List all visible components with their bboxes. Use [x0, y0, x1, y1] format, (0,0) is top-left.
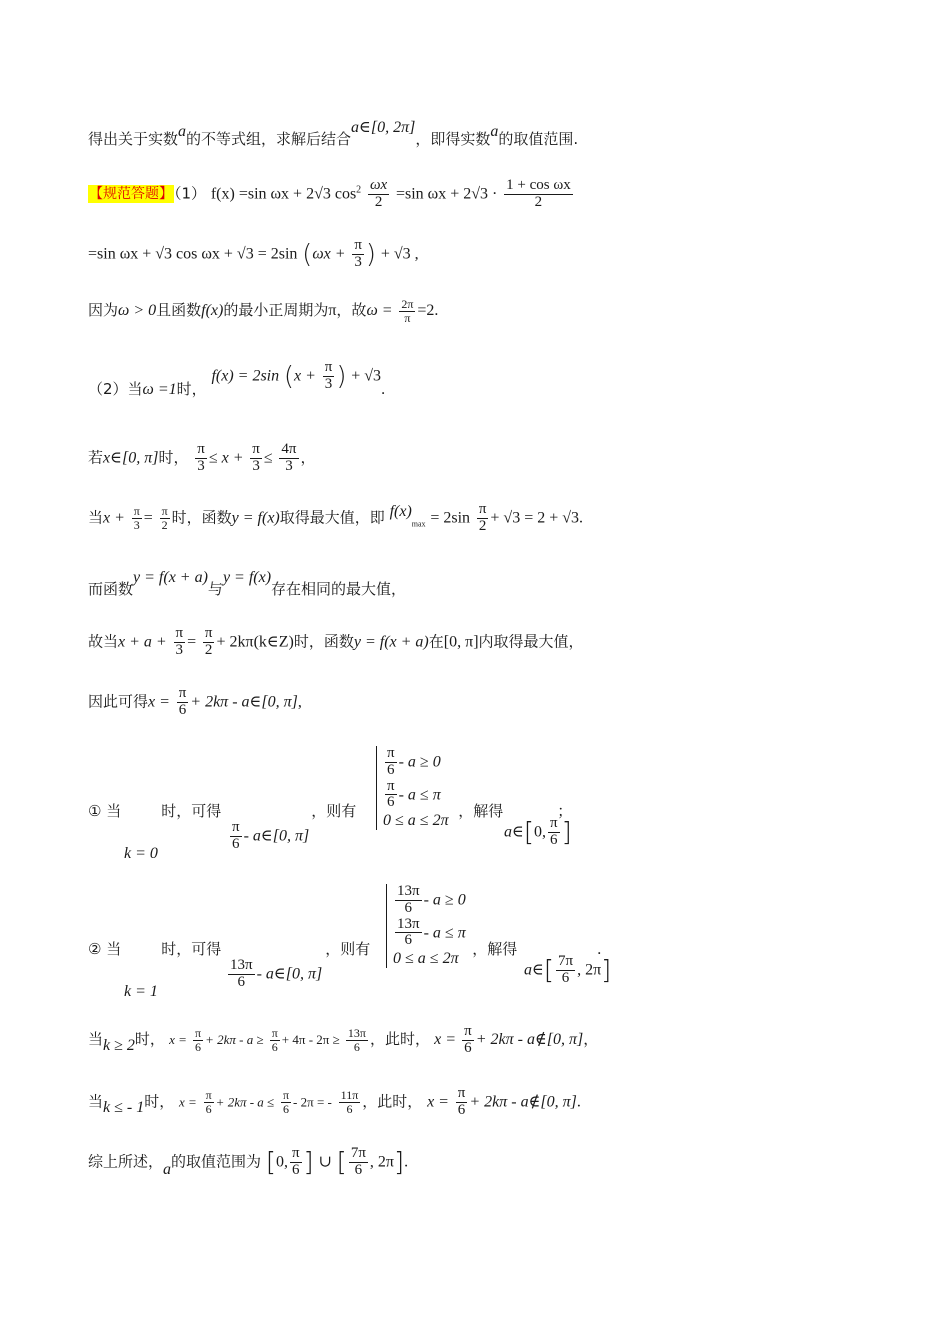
text: 因此可得	[88, 692, 149, 711]
math: 0 ≤ a ≤ 2π	[393, 950, 459, 967]
fraction: $\frac{\text{1 + cos ωx}}{2}$	[506, 177, 571, 210]
math: =	[143, 509, 153, 527]
math: + 2kπ(k∈Z)	[216, 633, 294, 651]
fraction: $\frac{\pi}{3}$	[197, 441, 205, 474]
text: 当	[88, 1092, 104, 1111]
math: ω > 0	[118, 302, 157, 320]
math: π	[328, 302, 337, 320]
fraction: $\frac{\pi}{3}$	[175, 625, 184, 658]
text: ，故	[336, 301, 367, 320]
math-condition: a∈[0, 2π]	[351, 119, 416, 136]
math: - a∈[0, π]	[256, 965, 323, 983]
text: 存在相同的最大值，	[271, 580, 407, 598]
case1-k	[124, 844, 158, 863]
answer-tag: 【规范答题】	[89, 186, 173, 203]
case2-expr	[226, 958, 322, 991]
math: x =	[148, 693, 170, 711]
math: - 2π = -	[293, 1094, 332, 1110]
fraction: $\frac{\pi}{6}$	[178, 685, 187, 718]
exponent: 2	[356, 184, 362, 196]
math: + 2kπ - a∉[0, π]	[469, 1093, 577, 1111]
text-line-14: 综上所述，a的取值范围为 [0, $\frac{\pi}{6}$ ] ∪ [ $\frac{7\pi}{6}$ , 2π].	[88, 1145, 409, 1179]
text: ② 当	[88, 940, 122, 958]
text: 时，可得	[161, 802, 222, 820]
part2-line: （2）当ω =1时， f(x) = 2sin (x + $\frac{\pi}{3}$ ) + √3.	[88, 359, 386, 399]
text: ，则有	[325, 940, 371, 958]
math: , 2π	[577, 961, 602, 979]
var-a: a	[178, 123, 187, 140]
text: 时，	[176, 380, 207, 399]
text: ,	[297, 693, 302, 711]
math-eq: + √3 ,	[380, 245, 419, 263]
math-line-2: =sin ωx + √3 cos ωx + √3 = 2sin (ωx + $\frac{\pi}{3}$ ) + √3 ,	[88, 237, 419, 270]
fraction: $\frac{\pi}{2}$	[161, 504, 168, 532]
math: - a ≤ π	[398, 785, 441, 803]
math: k = 0	[124, 845, 158, 862]
text: 因为	[88, 301, 119, 320]
math: a∈	[504, 823, 524, 841]
text: ，解得	[472, 940, 518, 958]
text: 时，	[144, 1092, 175, 1111]
text-line-6	[88, 502, 583, 535]
text: ，解得	[458, 802, 504, 820]
text: 的最小正周期为	[223, 301, 329, 320]
math: x + a +	[118, 633, 167, 651]
math: x =	[179, 1094, 197, 1110]
math: [0, π]	[443, 633, 479, 651]
text: .	[381, 381, 386, 399]
math: y = f(x)	[231, 509, 280, 527]
math-eq: =sin ωx + 2√3 ·	[395, 185, 498, 203]
subscript-max: max	[411, 519, 426, 529]
text: 取得最大值，即	[279, 508, 385, 527]
text: 且函数	[156, 301, 202, 320]
case1-line	[88, 800, 572, 821]
part1-line	[88, 178, 575, 211]
text: 得出关于实数	[88, 130, 179, 148]
text-line-3	[88, 298, 438, 324]
math: k ≤ - 1	[103, 1099, 145, 1117]
math: =2.	[417, 302, 439, 320]
math-eq: f(x) =sin ωx + 2√3 cos	[210, 185, 357, 203]
math: - a ≥ 0	[398, 753, 441, 771]
text: 的不等式组，求解后结合	[186, 130, 352, 148]
text: ，则有	[311, 802, 357, 820]
math: y = f(x)	[222, 569, 272, 586]
math: - a ≤ π	[423, 923, 466, 941]
text-line-5	[88, 442, 316, 475]
math: + √3 = 2 + √3	[490, 509, 580, 527]
math: = 2sin	[430, 509, 471, 527]
text: 的取值范围为	[171, 1152, 262, 1171]
text-line-7	[88, 566, 407, 598]
text-line-1	[88, 119, 579, 149]
math: ∪	[318, 1153, 332, 1171]
text: 时，可得	[161, 940, 222, 958]
math: f(x)	[389, 503, 412, 521]
text: 时，	[158, 448, 189, 467]
text: 时，函数	[293, 632, 354, 651]
math: + 2kπ - a ≥	[205, 1031, 264, 1047]
text-line-9	[88, 686, 302, 719]
math: ω =1	[142, 381, 177, 399]
fraction: $\frac{\pi}{3}$	[324, 359, 333, 392]
text: 而函数	[88, 580, 134, 598]
math-eq: ωx +	[312, 245, 346, 263]
math: k = 1	[124, 983, 158, 1000]
text: ，此时，	[362, 1092, 423, 1111]
math: 0 ≤ a ≤ 2π	[383, 812, 449, 829]
text: 时，函数	[171, 508, 232, 527]
math: x∈[0, π]	[103, 449, 159, 467]
math: + 2kπ - a∉[0, π]	[475, 1030, 584, 1048]
math: 0,	[275, 1153, 288, 1171]
text: .	[404, 1153, 409, 1171]
math-eq: f(x) = 2sin	[211, 367, 280, 385]
math: + 2kπ - a∈[0, π]	[190, 693, 298, 711]
math: y = f(x + a)	[133, 569, 208, 586]
text: ；	[557, 802, 573, 820]
var-a: a	[490, 123, 499, 140]
math: + 2kπ - a ≤	[215, 1094, 275, 1110]
math: x +	[103, 509, 125, 527]
fraction: $\frac{2\pi}{\pi}$	[401, 297, 414, 325]
text: .	[579, 509, 584, 527]
var-a: a	[163, 1161, 172, 1179]
text: 当	[88, 508, 104, 527]
text-line-12: 当k ≥ 2时， x = $\frac{\pi}{6}$ + 2kπ - a ≥ $\frac{\pi}{6}$ + 4π - 2π ≥ $\frac{13\pi}{6}$ ，此时， x = $\frac{\pi}{6}$ + 2kπ - a∉[0, π]，	[88, 1023, 599, 1056]
case1-result: a∈[0, $\frac{\pi}{6}$ ]	[504, 815, 572, 848]
text-line-8	[88, 626, 584, 659]
fraction: $\frac{\pi}{3}$	[354, 237, 362, 270]
fraction: $\frac{\pi}{2}$	[204, 625, 213, 658]
fraction: $\frac{\pi}{3}$	[133, 504, 140, 532]
text: 综上所述，	[88, 1152, 164, 1171]
math: k ≥ 2	[103, 1036, 135, 1054]
math: y = f(x + a)	[353, 633, 429, 651]
text-line-13: 当k ≤ - 1时， x = $\frac{\pi}{6}$ + 2kπ - a ≤ $\frac{\pi}{6}$ - 2π = - $\frac{11\pi}{6}$ ，此时， x = $\frac{\pi}{6}$ + 2kπ - a∉[0, π].	[88, 1085, 581, 1118]
text: 在	[428, 632, 444, 651]
math: + 4π - 2π ≥	[281, 1031, 340, 1047]
math: ≤ x +	[208, 449, 244, 467]
case2-k	[124, 982, 158, 1001]
text: 时，	[134, 1029, 165, 1048]
math: - a∈[0, π]	[243, 827, 310, 845]
math-eq: + √3	[351, 367, 382, 385]
math: a∈	[524, 961, 544, 979]
math-eq: =sin ωx + √3 cos ωx + √3 = 2sin	[88, 245, 298, 263]
case1-system: $\frac{\pi}{6}$ - a ≥ 0 $\frac{\pi}{6}$ - a ≤ π 0 ≤ a ≤ 2π	[376, 746, 449, 830]
text: 当	[88, 1029, 104, 1048]
fraction: $\frac{\omega x}{2}$	[369, 177, 388, 210]
text: .	[597, 941, 602, 958]
math: f(x)	[201, 302, 224, 320]
math-eq: x +	[294, 367, 316, 385]
text: ，此时，	[369, 1029, 430, 1048]
case2-result: a∈[ $\frac{7\pi}{6}$ , 2π]	[524, 953, 612, 986]
case1-expr	[228, 820, 309, 853]
math: 0,	[534, 823, 546, 841]
math: - a ≥ 0	[423, 891, 466, 909]
math: =	[187, 633, 197, 651]
math: x =	[169, 1031, 187, 1047]
math: ≤	[263, 449, 273, 467]
math: , 2π	[369, 1153, 394, 1171]
text: 与	[207, 580, 223, 598]
text: ，	[300, 448, 316, 467]
text: ，	[583, 1029, 599, 1048]
text: 若	[88, 448, 104, 467]
part-label: （1）	[174, 184, 207, 203]
text: ① 当	[88, 802, 122, 820]
case2-system: $\frac{13\pi}{6}$ - a ≥ 0 $\frac{13\pi}{6}$ - a ≤ π 0 ≤ a ≤ 2π	[386, 884, 466, 968]
math: x =	[434, 1030, 456, 1048]
part-label: （2）当	[88, 380, 143, 399]
text: 的取值范围.	[498, 130, 579, 148]
fraction: $\frac{\pi}{6}$	[232, 819, 240, 852]
text: ，即得实数	[415, 130, 491, 148]
math: ω =	[366, 302, 393, 320]
fraction: $\frac{13\pi}{6}$	[230, 957, 253, 990]
fraction: $\frac{4\pi}{3}$	[281, 441, 297, 474]
fraction: $\frac{\pi}{3}$	[252, 441, 260, 474]
text: 故当	[88, 632, 119, 651]
text: .	[576, 1093, 581, 1111]
math: x =	[427, 1093, 449, 1111]
text: 内取得最大值，	[478, 632, 584, 651]
fraction: $\frac{\pi}{2}$	[478, 501, 487, 534]
